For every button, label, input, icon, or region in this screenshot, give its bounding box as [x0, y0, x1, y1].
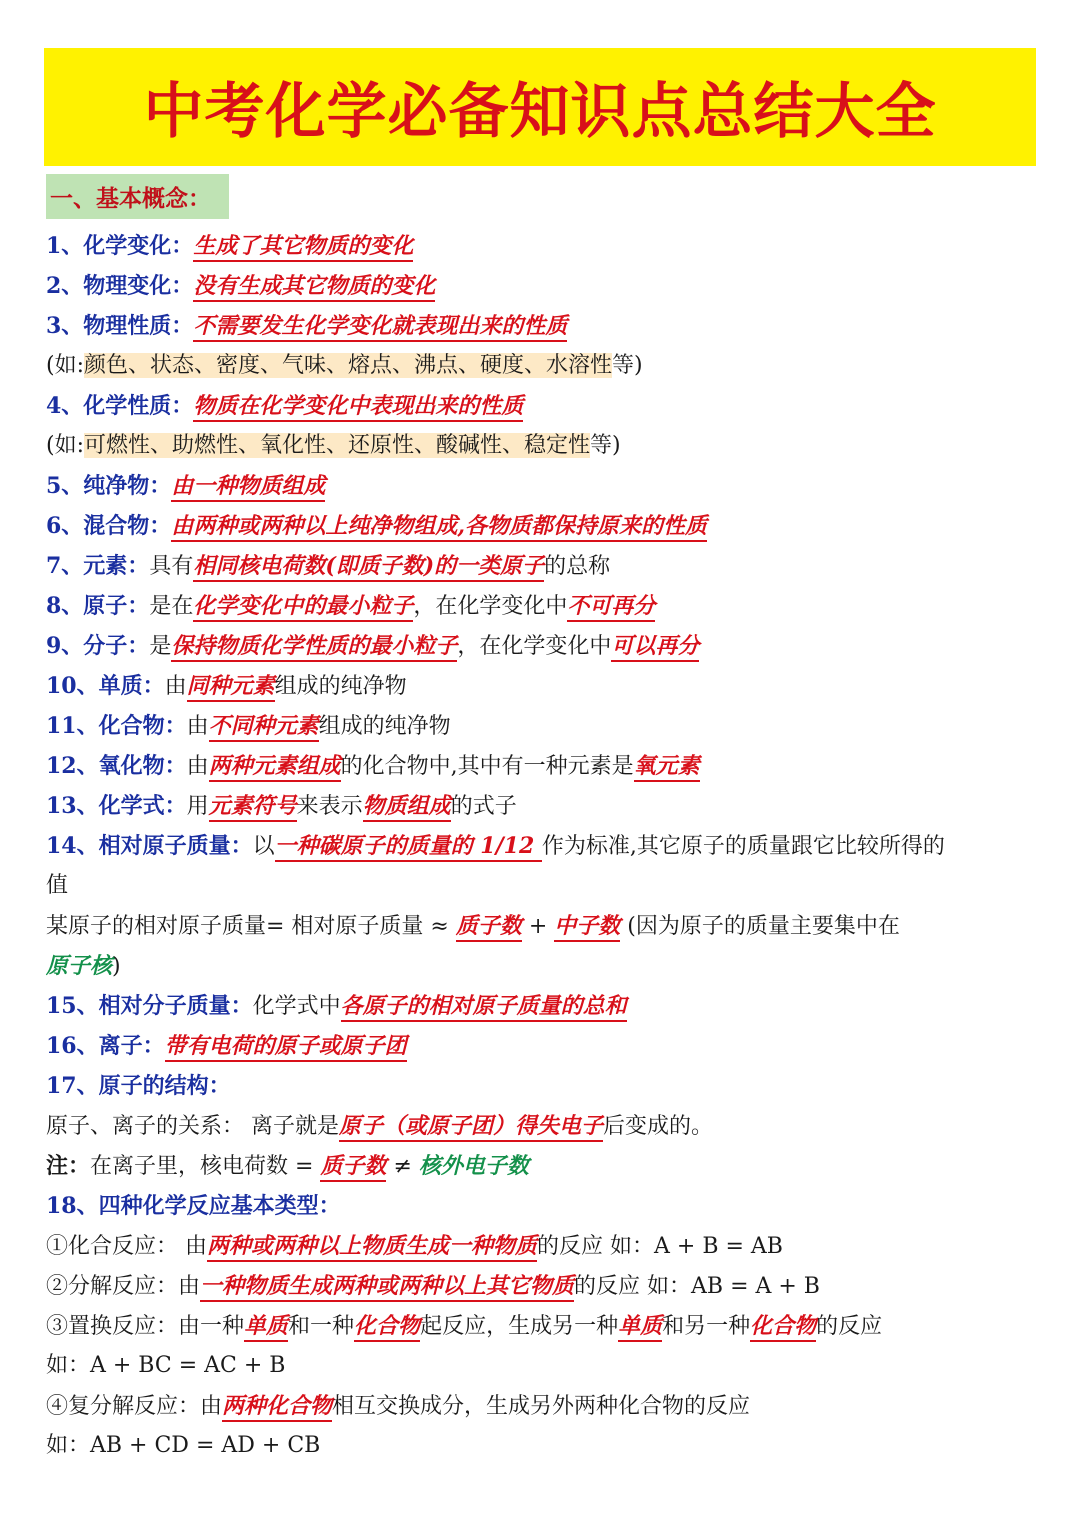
text: 原子、离子的关系： 离子就是 — [46, 1114, 339, 1139]
item-number: 3、物理性质： — [46, 313, 194, 339]
item-number: 1、化学变化： — [46, 233, 194, 259]
text: 的式子 — [450, 794, 517, 819]
text: ≠ — [386, 1154, 419, 1179]
item-7 — [46, 546, 1046, 586]
text: ④复分解反应：由 — [46, 1394, 223, 1419]
key-term: 各原子的相对原子质量的总和 — [341, 993, 627, 1022]
item-number: 10、单质： — [46, 673, 165, 699]
text: 相互交换成分，生成另外两种化合物的反应 — [332, 1394, 751, 1419]
key-term: 中子数 — [554, 913, 620, 942]
text: 以 — [252, 834, 275, 859]
formula-line — [46, 906, 1046, 946]
key-term: 化合物 — [750, 1313, 816, 1342]
text: + — [521, 914, 555, 939]
text: 在离子里，核电荷数 = — [90, 1154, 321, 1179]
key-term: 氧元素 — [634, 753, 700, 782]
text: 由 — [186, 754, 209, 779]
item-10 — [46, 666, 1046, 706]
key-term: 两种或两种以上物质生成一种物质 — [207, 1233, 537, 1262]
text: 如：AB + CD = AD + CB — [46, 1433, 321, 1458]
green-term: 核外电子数 — [418, 1153, 529, 1179]
text: ②分解反应：由 — [46, 1274, 201, 1299]
key-definition: 生成了其它物质的变化 — [193, 233, 413, 262]
key-term: 一种物质生成两种或两种以上其它物质 — [200, 1273, 574, 1302]
item-14 — [46, 826, 1046, 866]
text: 的总称 — [544, 554, 611, 579]
item-11 — [46, 706, 1046, 746]
text: 是在 — [149, 594, 194, 619]
text: 的化合物中,其中有一种元素是 — [340, 754, 634, 779]
item-12 — [46, 746, 1046, 786]
text: 作为标准,其它原子的质量跟它比较所得的 — [541, 834, 945, 859]
item-5 — [46, 466, 1046, 506]
item-number: 11、化合物： — [46, 713, 187, 739]
key-term: 保持物质化学性质的最小粒子 — [171, 633, 457, 662]
key-term: 一种碳原子的质量的 1/12 — [275, 833, 542, 862]
green-term: 原子核 — [46, 953, 113, 979]
example-open: (如: — [46, 353, 84, 378]
item-number: 16、离子： — [46, 1033, 165, 1059]
item-number: 14、相对原子质量： — [46, 833, 253, 859]
text: 的反应 — [816, 1314, 883, 1339]
text: 由 — [186, 714, 209, 739]
text: 组成的纯净物 — [274, 674, 407, 699]
text: (因为原子的质量主要集中在 — [620, 914, 900, 939]
item-17 — [46, 1066, 1046, 1106]
formula-line-cont — [46, 946, 1046, 986]
item-2 — [46, 266, 1046, 306]
item-number: 13、化学式： — [46, 793, 187, 819]
item-number: 2、物理变化： — [46, 273, 194, 299]
content — [46, 226, 1046, 1466]
reaction-displacement-example — [46, 1346, 1046, 1386]
item-number: 18、四种化学反应基本类型： — [46, 1193, 341, 1219]
text: 后变成的。 — [603, 1114, 714, 1139]
key-definition: 带有电荷的原子或原子团 — [165, 1033, 407, 1062]
highlighted-examples: 颜色、状态、密度、气味、熔点、沸点、硬度、水溶性 — [84, 353, 613, 378]
key-term: 不可再分 — [567, 593, 655, 622]
key-term: 质子数 — [320, 1153, 386, 1182]
key-term: 不同种元素 — [209, 713, 319, 742]
item-16 — [46, 1026, 1046, 1066]
ion-note — [46, 1146, 1046, 1186]
text: 的反应 如：AB = A + B — [574, 1274, 820, 1299]
page-title: 中考化学必备知识点总结大全 — [143, 77, 937, 147]
text: 组成的纯净物 — [318, 714, 451, 739]
key-term: 两种元素组成 — [209, 753, 341, 782]
text: ，在化学变化中 — [457, 634, 612, 659]
item-number: 8、原子： — [46, 593, 150, 619]
text: 化学式中 — [252, 994, 341, 1019]
key-term: 化合物 — [354, 1313, 420, 1342]
ion-relation — [46, 1106, 1046, 1146]
key-term: 物质组成 — [363, 793, 451, 822]
item-number: 9、分子： — [46, 633, 150, 659]
text: 值 — [46, 873, 69, 898]
text: 由 — [164, 674, 187, 699]
item-6 — [46, 506, 1046, 546]
reaction-displacement — [46, 1306, 1046, 1346]
reaction-combination — [46, 1226, 1046, 1266]
key-definition: 物质在化学变化中表现出来的性质 — [193, 393, 523, 422]
item-8 — [46, 586, 1046, 626]
item-number: 7、元素： — [46, 553, 150, 579]
example-open: (如: — [46, 433, 84, 458]
key-term: 单质 — [618, 1313, 662, 1342]
key-definition: 由一种物质组成 — [171, 473, 325, 502]
highlighted-examples: 可燃性、助燃性、氧化性、还原性、酸碱性、稳定性 — [84, 433, 591, 458]
item-4-examples — [46, 426, 1046, 466]
text: 起反应，生成另一种 — [420, 1314, 619, 1339]
reaction-double-displacement-example — [46, 1426, 1046, 1466]
key-definition: 由两种或两种以上纯净物组成,各物质都保持原来的性质 — [171, 513, 707, 542]
item-3 — [46, 306, 1046, 346]
item-3-examples — [46, 346, 1046, 386]
key-term: 单质 — [244, 1313, 288, 1342]
item-9 — [46, 626, 1046, 666]
text: ) — [112, 954, 121, 979]
key-term: 可以再分 — [611, 633, 699, 662]
example-close: 等) — [612, 353, 643, 378]
text: 是 — [149, 634, 172, 659]
item-number: 4、化学性质： — [46, 393, 194, 419]
text: 具有 — [149, 554, 194, 579]
text: 某原子的相对原子质量= 相对原子质量 ≈ — [46, 914, 456, 939]
title-banner — [44, 48, 1036, 166]
text: 用 — [186, 794, 209, 819]
key-term: 两种化合物 — [222, 1393, 332, 1422]
item-number: 17、原子的结构： — [46, 1073, 231, 1099]
key-term: 同种元素 — [187, 673, 275, 702]
reaction-double-displacement — [46, 1386, 1046, 1426]
note-label: 注： — [46, 1153, 91, 1179]
item-number: 6、混合物： — [46, 513, 172, 539]
key-definition: 没有生成其它物质的变化 — [193, 273, 435, 302]
key-term: 元素符号 — [209, 793, 297, 822]
text: 和一种 — [288, 1314, 355, 1339]
key-term: 原子（或原子团）得失电子 — [339, 1113, 603, 1142]
key-definition: 不需要发生化学变化就表现出来的性质 — [193, 313, 567, 342]
item-15 — [46, 986, 1046, 1026]
text: ①化合反应： 由 — [46, 1234, 207, 1259]
item-14-cont — [46, 866, 1046, 906]
item-18 — [46, 1186, 1046, 1226]
reaction-decomposition — [46, 1266, 1046, 1306]
item-13 — [46, 786, 1046, 826]
item-number: 12、氧化物： — [46, 753, 187, 779]
text: 如：A + BC = AC + B — [46, 1353, 286, 1378]
section-heading: 一、基本概念： — [46, 174, 229, 219]
item-number: 15、相对分子质量： — [46, 993, 253, 1019]
text: 和另一种 — [662, 1314, 751, 1339]
item-number: 5、纯净物： — [46, 473, 172, 499]
text: 来表示 — [296, 794, 363, 819]
item-1 — [46, 226, 1046, 266]
text: 的反应 如：A + B = AB — [537, 1234, 783, 1259]
key-term: 化学变化中的最小粒子 — [193, 593, 413, 622]
example-close: 等) — [590, 433, 621, 458]
text: ③置换反应：由一种 — [46, 1314, 245, 1339]
key-term: 相同核电荷数(即质子数)的一类原子 — [193, 553, 544, 582]
key-term: 质子数 — [456, 913, 522, 942]
item-4 — [46, 386, 1046, 426]
text: ，在化学变化中 — [413, 594, 568, 619]
